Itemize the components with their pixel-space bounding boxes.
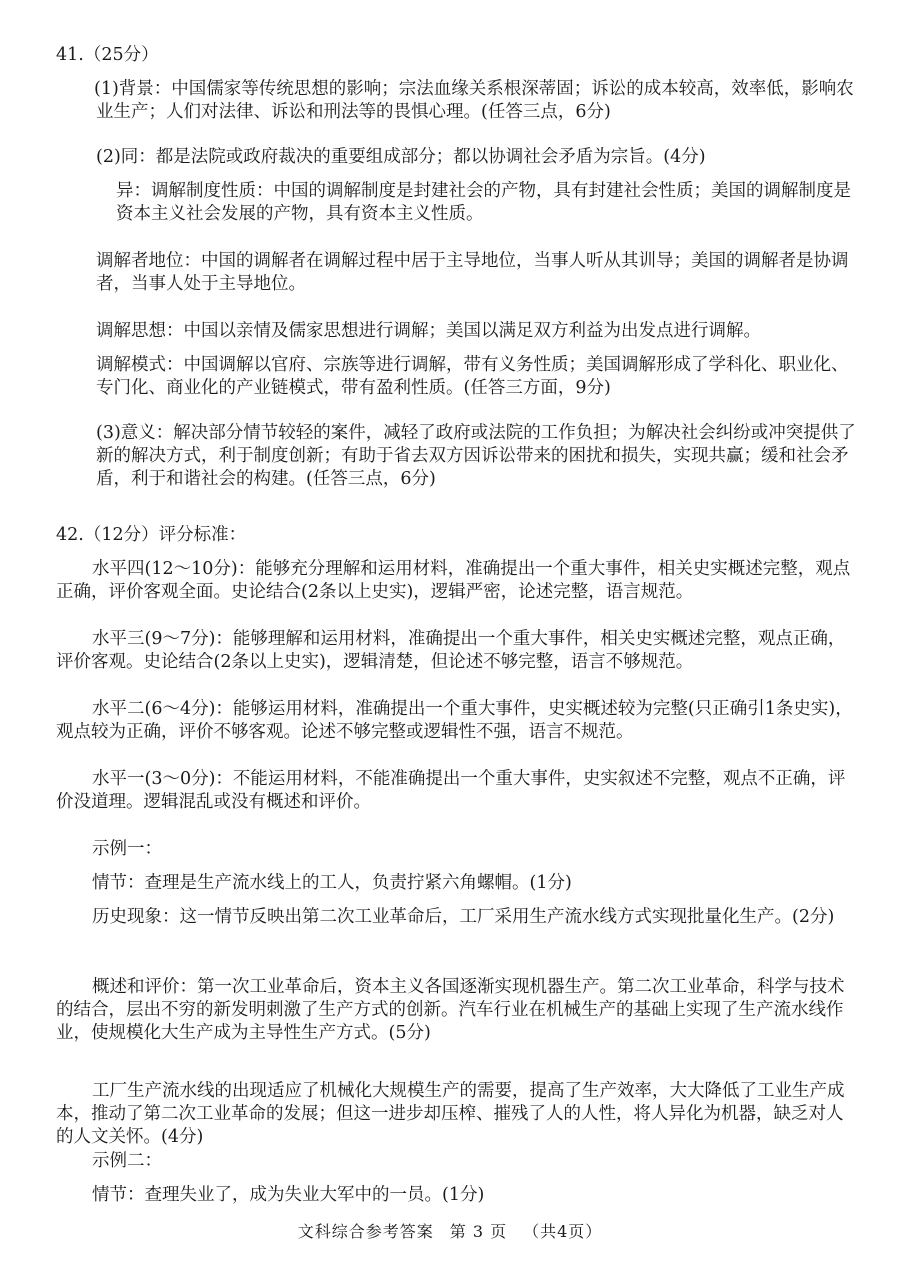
page-footer: [0, 1222, 900, 1243]
example-one-evaluation: 工厂生产流水线的出现适应了机械化大规模生产的需要，提高了生产效率，大大降低了工业生产成本，推动了第二次工业革命的发展；但这一进步却压榨、摧残了人的人性，将人异化为机器，缺乏对人的人文关怀。(4分): [56, 1081, 845, 1147]
example-two-plot: 情节：查理失业了，成为失业大军中的一员。(1分): [92, 1185, 485, 1205]
q42-header: 42.（12分）评分标准：: [56, 525, 247, 545]
mediator-status-label: 调解者地位：: [96, 251, 201, 271]
example-one-phenomenon: 历史现象：这一情节反映出第二次工业革命后，工厂采用生产流水线方式实现批量化生产。(2分): [92, 907, 835, 927]
mediation-mode-text: 中国调解以官府、宗族等进行调解，带有义务性质；美国调解形成了学科化、职业化、专门化、商业化的产业链模式，带有盈利性质。(任答三方面，9分): [96, 355, 849, 398]
footer-title: 文科综合参考答案: [297, 1222, 434, 1241]
example-two-title: 示例二：: [92, 1151, 162, 1171]
example-one-title: 示例一：: [92, 839, 162, 859]
example-one-plot: 情节：查理是生产流水线上的工人，负责拧紧六角螺帽。(1分): [92, 873, 572, 893]
q41-part2-same: (2)同：都是法院或政府裁决的重要组成部分；都以协调社会矛盾为宗旨。(4分): [96, 147, 706, 167]
q41-part3: (3)意义：解决部分情节较轻的案件，减轻了政府或法院的工作负担；为解决社会纠纷或冲突提供了新的解决方式，利于制度创新；有助于省去双方因诉讼带来的困扰和损失，实现共赢；缓和社会矛盾，利于和谐社会的构建。(任答三点，6分): [96, 423, 856, 489]
diff-label: 异：: [116, 181, 151, 201]
level-four: 水平四(12～10分)：能够充分理解和运用材料，准确提出一个重大事件，相关史实概述完整，观点正确，评价客观全面。史论结合(2条以上史实)，逻辑严密，论述完整，语言规范。: [56, 559, 851, 602]
mediation-thought-text: 中国以亲情及儒家思想进行调解；美国以满足双方利益为出发点进行调解。: [183, 321, 761, 341]
q41-mediation-thought: [96, 320, 761, 343]
q41-mediator-status: [96, 250, 858, 296]
level-one: 水平一(3～0分)：不能运用材料，不能准确提出一个重大事件，史实叙述不完整，观点不正确，评价没道理。逻辑混乱或没有概述和评价。: [56, 769, 846, 812]
example-one-summary: 概述和评价：第一次工业革命后，资本主义各国逐渐实现机器生产。第二次工业革命，科学与技术的结合，层出不穷的新发明刺激了生产方式的创新。汽车行业在机械生产的基础上实现了生产流水线作业，使规模化大生产成为主导性生产方式。(5分): [56, 977, 845, 1043]
q41-part1: (1)背景：中国儒家等传统思想的影响；宗法血缘关系根深蒂固；诉讼的成本较高，效率低，影响农业生产；人们对法律、诉讼和刑法等的畏惧心理。(任答三点，6分): [94, 79, 854, 122]
mediation-thought-label: 调解思想：: [96, 321, 184, 341]
q41-part2-diff-label: [116, 180, 858, 226]
level-two: 水平二(6～4分)：能够运用材料，准确提出一个重大事件，史实概述较为完整(只正确引1条史实)，观点较为正确，评价不够客观。论述不够完整或逻辑性不强，语言不规范。: [56, 699, 853, 742]
q41-mediation-mode: [96, 354, 858, 400]
footer-page: 第 3 页: [449, 1222, 508, 1241]
q41-header: 41.（25分）: [56, 45, 159, 65]
level-three: 水平三(9～7分)：能够理解和运用材料，准确提出一个重大事件，相关史实概述完整，观点正确，评价客观。史论结合(2条以上史实)，逻辑清楚，但论述不够完整，语言不够规范。: [56, 629, 846, 672]
footer-total: （共4页）: [523, 1222, 603, 1241]
mediator-status-text: 中国的调解者在调解过程中居于主导地位，当事人听从其训导；美国的调解者是协调者，当事人处于主导地位。: [96, 251, 849, 294]
diff-text: 调解制度性质：中国的调解制度是封建社会的产物，具有封建社会性质；美国的调解制度是资本主义社会发展的产物，具有资本主义性质。: [116, 181, 851, 224]
mediation-mode-label: 调解模式：: [96, 355, 184, 375]
